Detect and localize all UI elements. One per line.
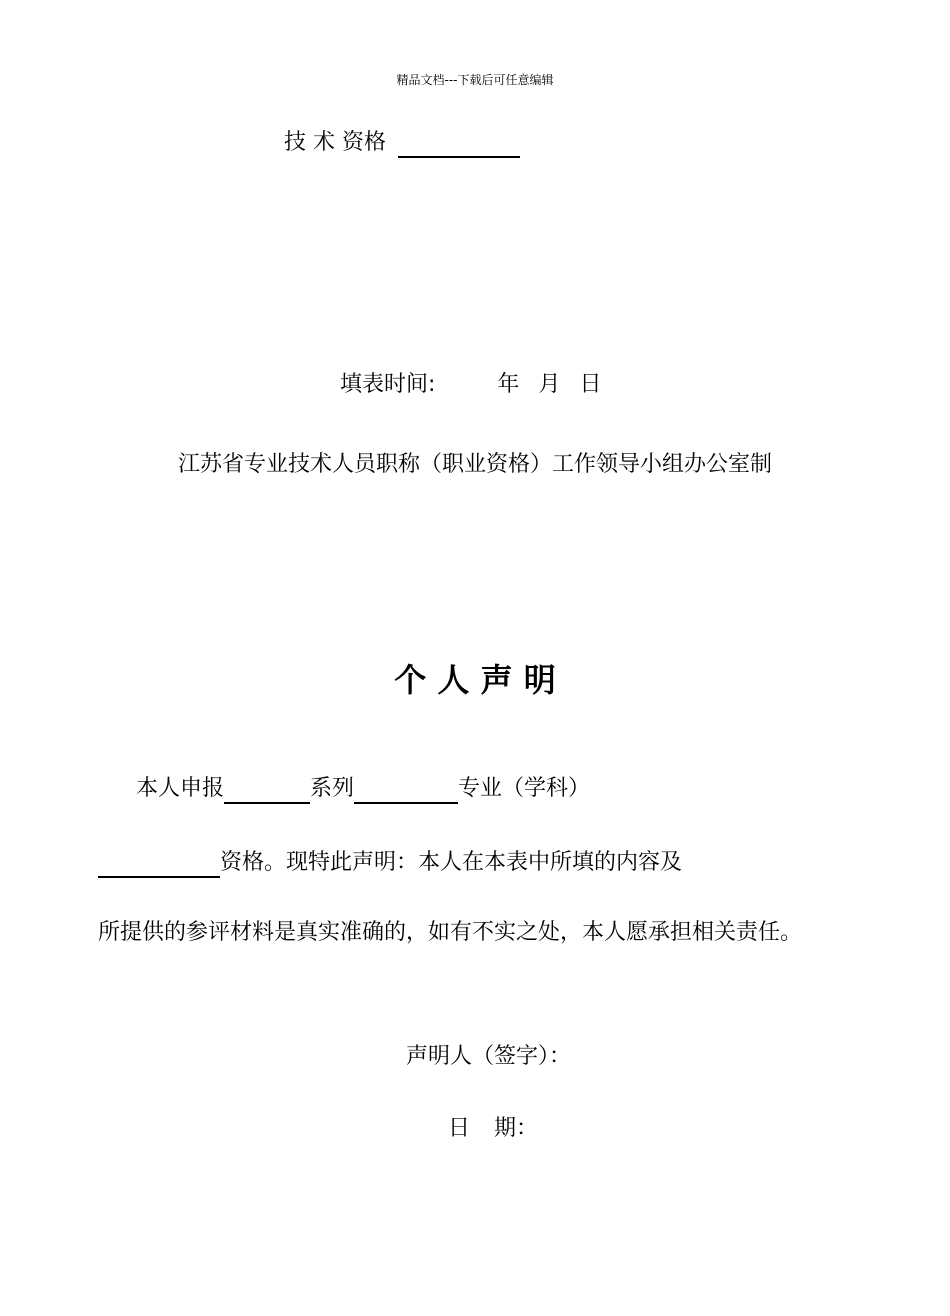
fill-time-label: 填表时间: — [340, 372, 436, 397]
qualification-label: 技 术 资格 — [284, 130, 386, 155]
page-header: 精品文档---下载后可任意编辑 — [396, 73, 554, 87]
declaration-title: 个 人 声 明 — [394, 661, 556, 699]
qualification-row — [284, 128, 520, 158]
month-label: 月 — [538, 372, 561, 397]
qualification-level-blank[interactable] — [98, 852, 220, 878]
issuing-office: 江苏省专业技术人员职称（职业资格）工作领导小组办公室制 — [177, 452, 772, 477]
date-row — [448, 1114, 538, 1144]
date-label-period: 期： — [494, 1116, 539, 1141]
series-blank[interactable] — [224, 778, 310, 804]
declare-apply-text: 本人申报 — [136, 776, 225, 801]
specialty-blank[interactable] — [354, 778, 458, 804]
day-label: 日 — [579, 372, 602, 397]
series-text: 系列 — [310, 776, 355, 801]
declaration-line-3: 所提供的参评材料是真实准确的，如有不实之处，本人愿承担相关责任。 — [98, 920, 803, 945]
specialty-text: 专业（学科） — [458, 776, 591, 801]
date-label-day: 日 — [448, 1116, 471, 1141]
year-label: 年 — [497, 372, 520, 397]
declaration-line-1 — [136, 774, 590, 804]
qualification-statement-text: 资格。现特此声明：本人在本表中所填的内容及 — [220, 850, 683, 875]
fill-time-row — [340, 370, 601, 400]
declaration-line-2 — [98, 848, 682, 878]
signer-label: 声明人（签字）： — [406, 1044, 572, 1069]
qualification-blank[interactable] — [398, 132, 520, 158]
